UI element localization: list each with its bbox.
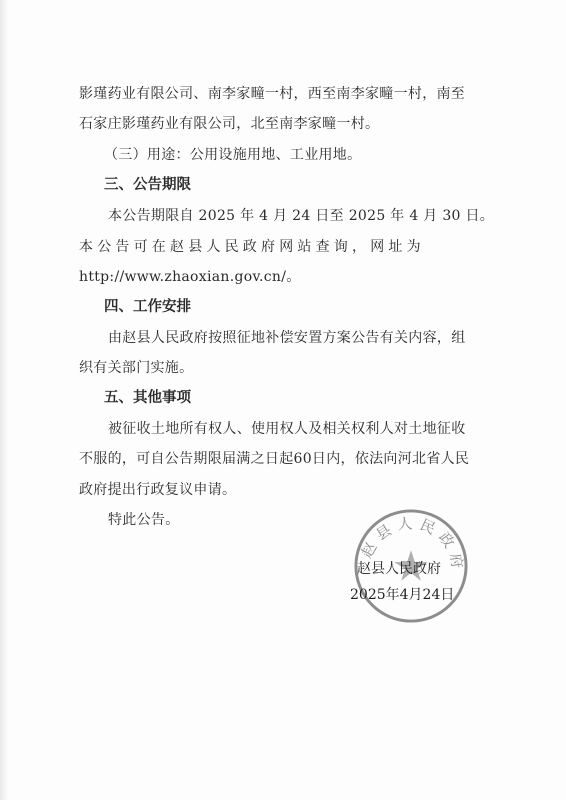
seal-text: 赵县人民政府 [358,515,467,576]
section-heading-3: 三、公告期限 [104,177,191,193]
signature-organization: 赵县人民政府 [357,561,441,577]
scan-edge-shadow [0,0,8,800]
website-url: http://www.zhaoxian.gov.cn/。 [79,269,301,285]
paragraph-line: （三）用途：公用设施用地、工业用地。 [104,147,362,163]
paragraph-line: 政府提出行政复议申请。 [79,482,237,498]
paragraph-line: 由赵县人民政府按照征地补偿安置方案公告有关内容，组 [108,330,466,346]
paragraph-line: 不服的，可自公告期限届满之日起60日内，依法向河北省人民 [79,451,470,467]
paragraph-line: 被征收土地所有权人、使用权人及相关权利人对土地征收 [108,421,466,437]
signature-date: 2025年4月24日 [350,587,455,603]
section-heading-5: 五、其他事项 [104,390,191,406]
paragraph-line: 本公告可在赵县人民政府网站查询，网址为 [79,239,425,255]
paragraph-line: 石家庄影瑾药业有限公司，北至南李家疃一村。 [79,116,380,132]
paragraph-line: 织有关部门实施。 [79,360,194,376]
paragraph-line: 特此公告。 [108,512,180,528]
paragraph-line: 本公告期限自 2025 年 4 月 24 日至 2025 年 4 月 30 日。 [108,208,495,224]
paragraph-line: 影瑾药业有限公司、南李家疃一村，西至南李家疃一村，南至 [79,86,466,102]
section-heading-4: 四、工作安排 [104,299,191,315]
